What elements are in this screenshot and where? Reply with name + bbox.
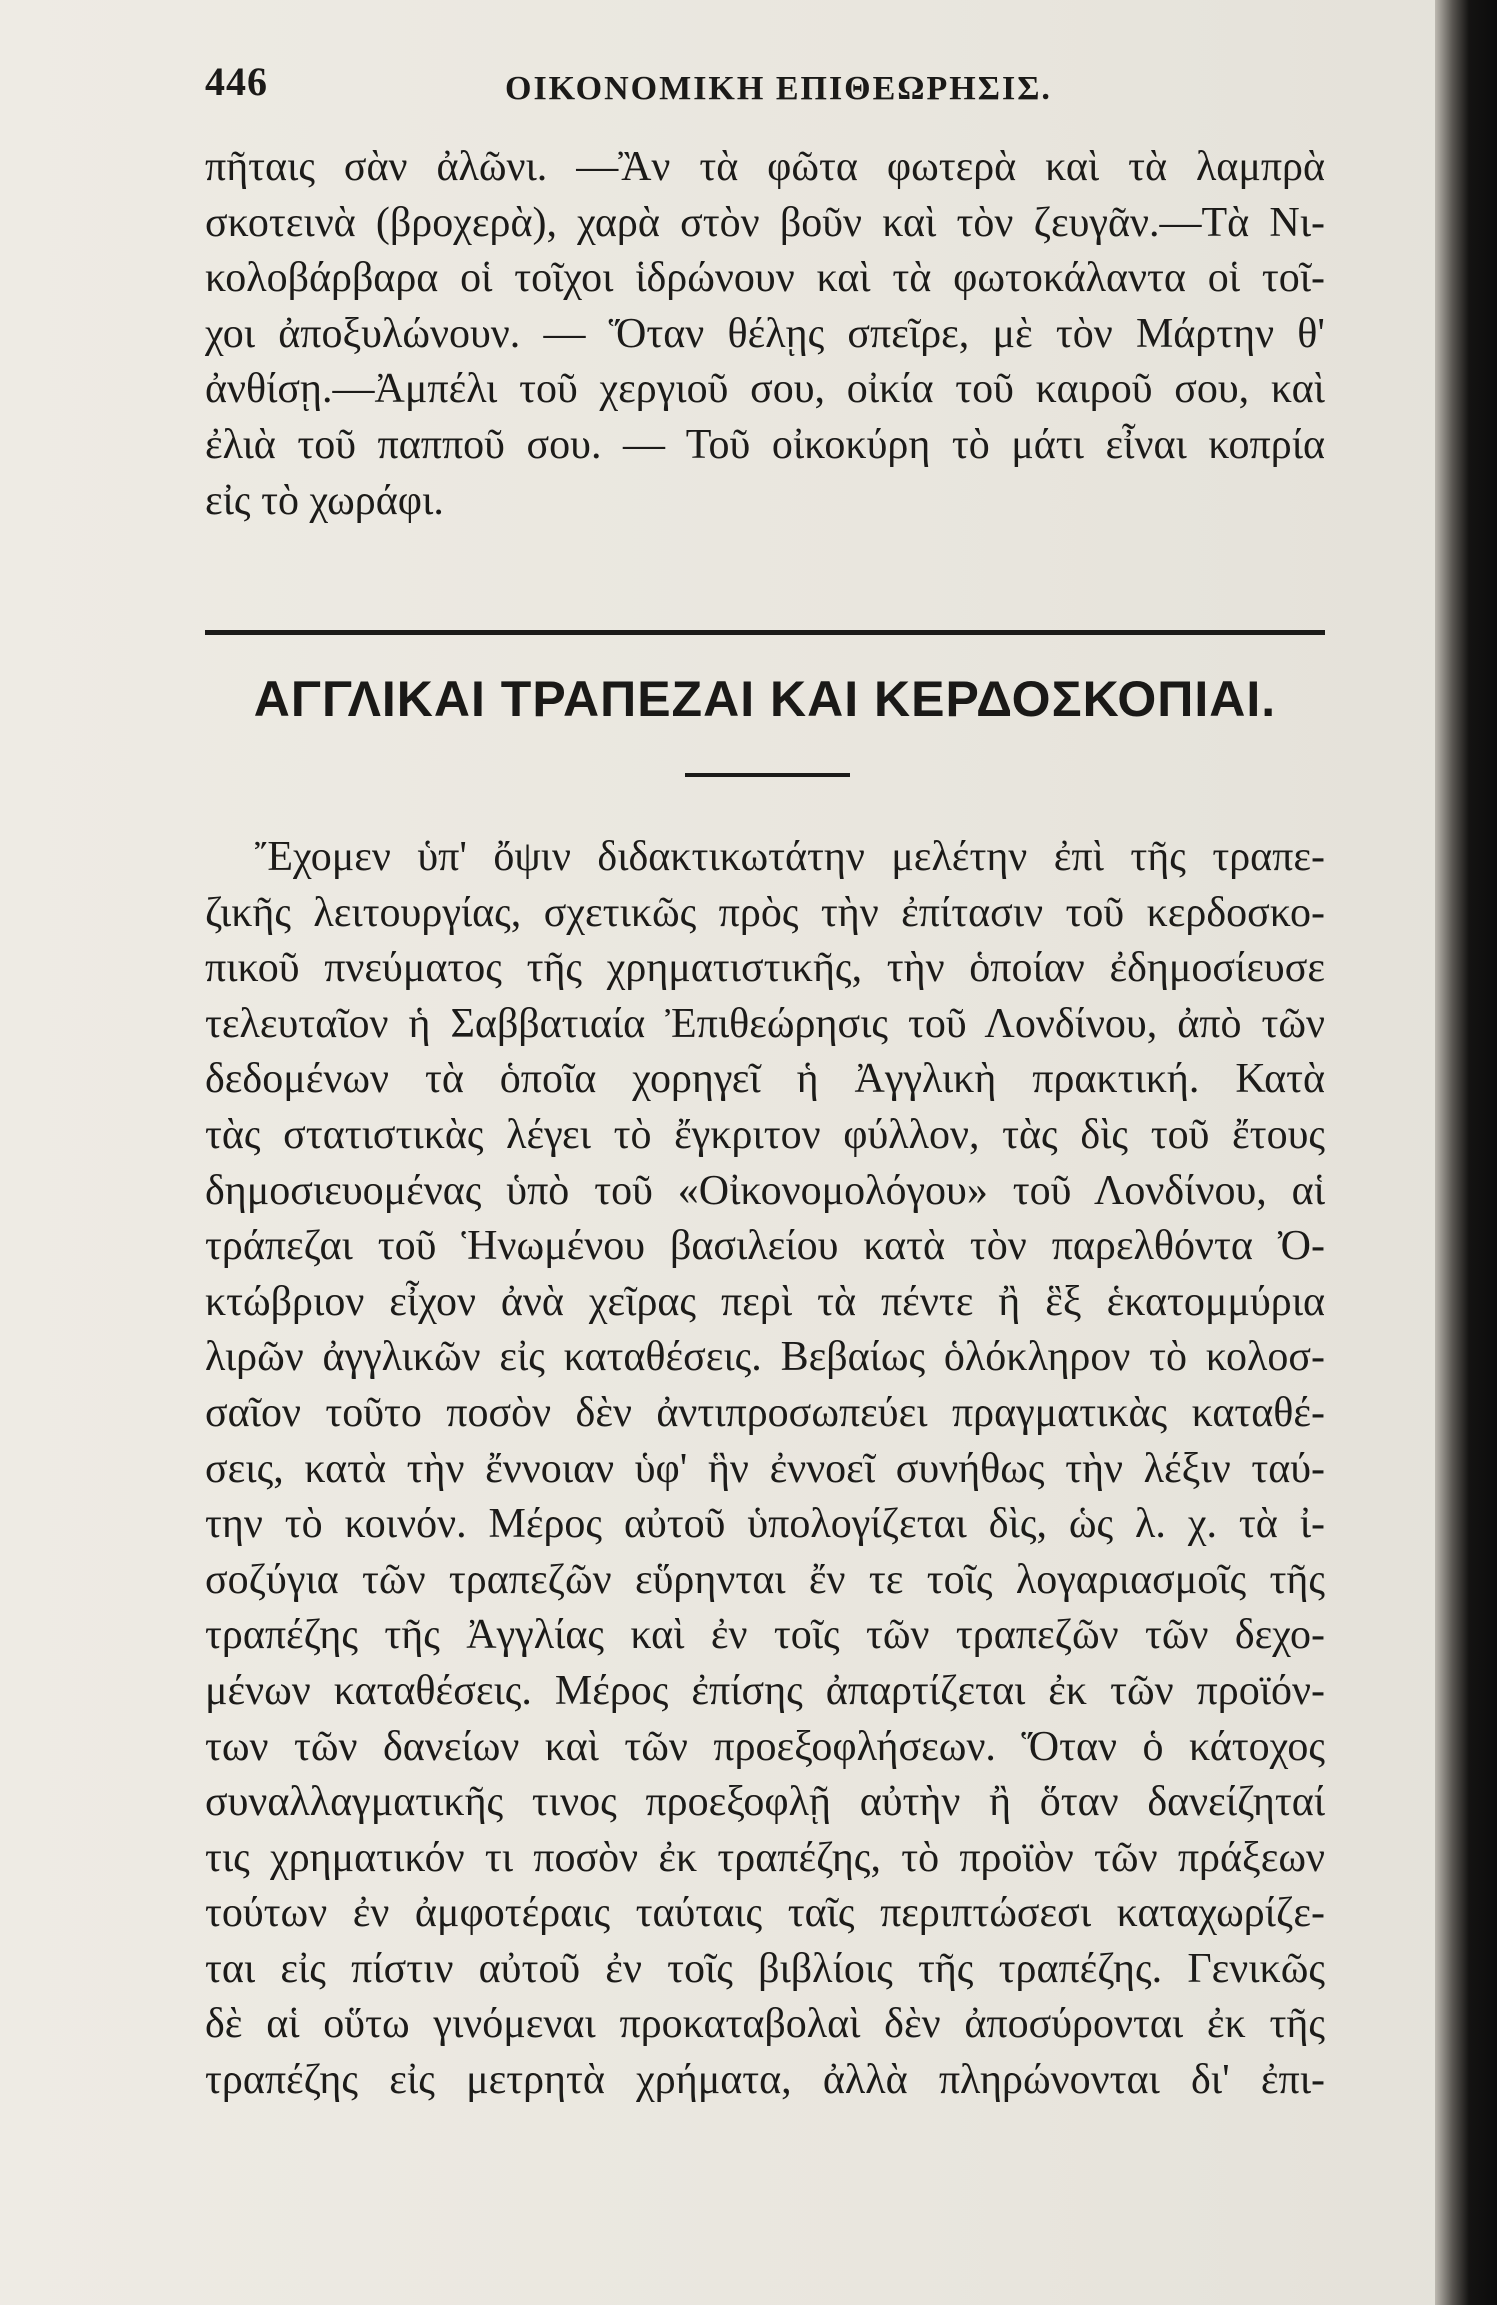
text-line: πικοῦ πνεύματος τῆς χρηματιστικῆς, τὴν ὁποίαν ἐδημοσίευσε xyxy=(205,945,1325,992)
text-line: τις χρηματικόν τι ποσὸν ἐκ τραπέζης, τὸ προϊὸν τῶν πράξεων xyxy=(205,1834,1325,1881)
text-line: σαῖον τοῦτο ποσὸν δὲν ἀντιπροσωπεύει πραγματικὰς καταθέ- xyxy=(205,1389,1325,1436)
text-line: χοι ἀποξυλώνουν. — Ὅταν θέλῃς σπεῖρε, μὲ τὸν Μάρτην θ' xyxy=(205,310,1325,357)
text-line: τὰς στατιστικὰς λέγει τὸ ἔγκριτον φύλλον, τὰς δὶς τοῦ ἔτους xyxy=(205,1111,1325,1158)
running-title: ΟΙΚΟΝΟΜΙΚΗ ΕΠΙΘΕΩΡΗΣΙΣ. xyxy=(505,70,1052,107)
text-line: ἀνθίσῃ.—Ἀμπέλι τοῦ χεργιοῦ σου, οἰκία τοῦ καιροῦ σου, καὶ xyxy=(205,366,1325,413)
text-line: κτώβριον εἶχον ἀνὰ χεῖρας περὶ τὰ πέντε ἢ ἓξ ἑκατομμύρια xyxy=(205,1278,1325,1325)
text-line: σεις, κατὰ τὴν ἔννοιαν ὑφ' ἣν ἐννοεῖ συνήθως τὴν λέξιν ταύ- xyxy=(205,1445,1325,1492)
page-number: 446 xyxy=(205,59,268,104)
text-line: μένων καταθέσεις. Μέρος ἐπίσης ἀπαρτίζεται ἐκ τῶν προϊόν- xyxy=(205,1667,1325,1714)
heading-underline xyxy=(685,773,850,777)
text-line: ἐλιὰ τοῦ παπποῦ σου. — Τοῦ οἰκοκύρη τὸ μάτι εἶναι κοπρία xyxy=(205,421,1325,468)
text-line: ζικῆς λειτουργίας, σχετικῶς πρὸς τὴν ἐπίτασιν τοῦ κερδοσκο- xyxy=(205,889,1325,936)
text-line: δεδομένων τὰ ὁποῖα χορηγεῖ ἡ Ἀγγλικὴ πρακτική. Κατὰ xyxy=(205,1056,1325,1103)
text-line: σκοτεινὰ (βροχερὰ), χαρὰ στὸν βοῦν καὶ τὸν ζευγᾶν.—Τὰ Νι- xyxy=(205,199,1325,246)
text-line: κολοβάρβαρα οἱ τοῖχοι ἱδρώνουν καὶ τὰ φωτοκάλαντα οἱ τοῖ- xyxy=(205,255,1325,302)
text-line: ται εἰς πίστιν αὐτοῦ ἐν τοῖς βιβλίοις τῆς τραπέζης. Γενικῶς xyxy=(205,1945,1325,1992)
text-line: των τῶν δανείων καὶ τῶν προεξοφλήσεων. Ὅταν ὁ κάτοχος xyxy=(205,1723,1325,1770)
article-paragraph xyxy=(205,830,1325,2109)
text-line: σοζύγια τῶν τραπεζῶν εὕρηνται ἔν τε τοῖς λογαριασμοῖς τῆς xyxy=(205,1556,1325,1603)
text-line: τραπέζης εἰς μετρητὰ χρήματα, ἀλλὰ πληρώνονται δι' ἐπι- xyxy=(205,2057,1325,2104)
text-line: τραπέζης τῆς Ἀγγλίας καὶ ἐν τοῖς τῶν τραπεζῶν τῶν δεχο- xyxy=(205,1612,1325,1659)
page-header xyxy=(205,58,1335,118)
proverbs-paragraph xyxy=(205,140,1325,529)
text-line: τελευταῖον ἡ Σαββατιαία Ἐπιθεώρησις τοῦ Λονδίνου, ἀπὸ τῶν xyxy=(205,1000,1325,1047)
text-line: τράπεζαι τοῦ Ἡνωμένου βασιλείου κατὰ τὸν παρελθόντα Ὀ- xyxy=(205,1223,1325,1270)
book-gutter-shadow xyxy=(1435,0,1497,2305)
text-line: δημοσιευομένας ὑπὸ τοῦ «Οἰκονομολόγου» τοῦ Λονδίνου, αἱ xyxy=(205,1167,1325,1214)
text-line: λιρῶν ἀγγλικῶν εἰς καταθέσεις. Βεβαίως ὁλόκληρον τὸ κολοσ- xyxy=(205,1334,1325,1381)
text-line: εἰς τὸ χωράφι. xyxy=(205,477,444,524)
section-divider xyxy=(205,630,1325,635)
text-line: πῆταις σὰν ἀλῶνι. —Ἂν τὰ φῶτα φωτερὰ καὶ τὰ λαμπρὰ xyxy=(205,144,1325,190)
section-heading: ΑΓΓΛΙΚΑΙ ΤΡΑΠΕΖΑΙ ΚΑΙ ΚΕΡΔΟΣΚΟΠΙΑΙ. xyxy=(253,671,1277,727)
text-line: συναλλαγματικῆς τινος προεξοφλῇ αὐτὴν ἢ ὅταν δανείζηταί xyxy=(205,1779,1325,1826)
text-line: τούτων ἐν ἀμφοτέραις ταύταις ταῖς περιπτώσεσι καταχωρίζε- xyxy=(205,1890,1325,1937)
text-line: την τὸ κοινόν. Μέρος αὐτοῦ ὑπολογίζεται δὶς, ὡς λ. χ. τὰ ἰ- xyxy=(205,1501,1325,1548)
text-line: Ἔχομεν ὑπ' ὄψιν διδακτικωτάτην μελέτην ἐπὶ τῆς τραπε- xyxy=(255,834,1325,880)
text-line: δὲ αἱ οὕτω γινόμεναι προκαταβολαὶ δὲν ἀποσύρονται ἐκ τῆς xyxy=(205,2001,1325,2048)
